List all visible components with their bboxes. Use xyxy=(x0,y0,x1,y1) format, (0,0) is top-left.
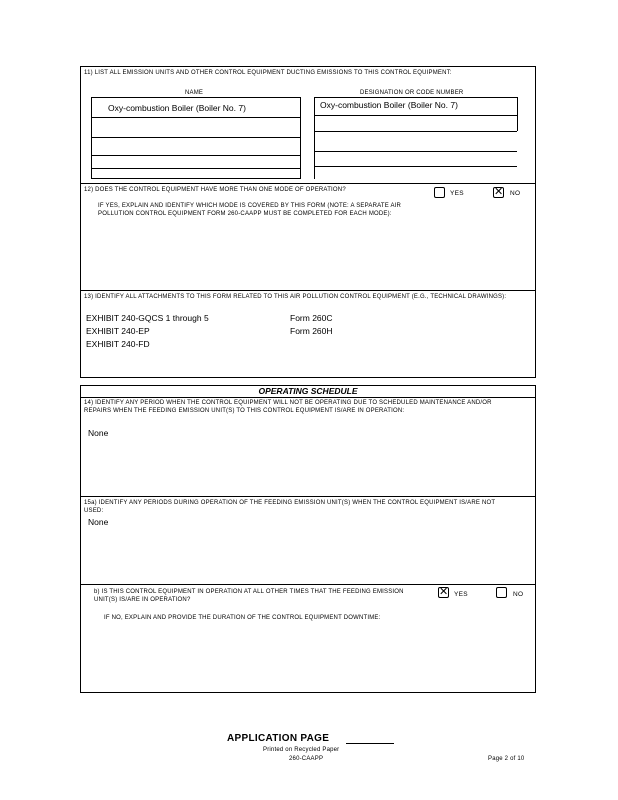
q12-no-label: NO xyxy=(510,190,521,197)
designation-grid-right xyxy=(517,97,518,131)
attachment-right-2: Form 260H xyxy=(290,326,333,336)
operating-schedule-title: OPERATING SCHEDULE xyxy=(258,386,358,396)
q15b-no-checkbox[interactable] xyxy=(496,587,507,598)
title-divider xyxy=(80,397,536,398)
name-row-divider xyxy=(91,117,301,118)
footer-form-number: 260-CAAPP xyxy=(289,756,324,762)
q12-yes-checkbox[interactable] xyxy=(434,187,445,198)
q15b-no-label: NO xyxy=(513,591,524,598)
divider-q12-q13 xyxy=(80,290,536,291)
q15b-yes-checkbox[interactable]: ✕ xyxy=(439,586,449,598)
divider-q15a-q15b xyxy=(80,584,536,585)
attachment-left-3: EXHIBIT 240-FD xyxy=(86,339,150,349)
designation-row-divider xyxy=(314,151,517,152)
attachment-left-1: EXHIBIT 240-GQCS 1 through 5 xyxy=(86,313,209,323)
q14-answer[interactable]: None xyxy=(88,428,109,438)
footer-printed: Printed on Recycled Paper xyxy=(263,747,340,753)
q15b-label: b) IS THIS CONTROL EQUIPMENT IN OPERATION AT ALL OTHER TIMES THAT THE FEEDING EMISSION UNIT(S) IS/ARE IN OPERATION? xyxy=(94,589,404,603)
q15a-label: 15a) IDENTIFY ANY PERIODS DURING OPERATION OF THE FEEDING EMISSION UNIT(S) WHEN THE CONTROL EQUIPMENT IS/ARE NOT USED: xyxy=(84,500,496,514)
q12-no-checkbox[interactable]: ✕ xyxy=(494,186,504,198)
footer-title: APPLICATION PAGE xyxy=(227,733,330,744)
q13-label: 13) IDENTIFY ALL ATTACHMENTS TO THIS FORM RELATED TO THIS AIR POLLUTION CONTROL EQUIPMENT (E.G., TECHNICAL DRAWINGS): xyxy=(84,294,507,300)
designation-row-divider xyxy=(314,131,517,132)
attachment-right-1: Form 260C xyxy=(290,313,333,323)
q15b-yes-label: YES xyxy=(454,591,468,598)
designation-row-divider xyxy=(314,166,517,167)
q14-label: 14) IDENTIFY ANY PERIOD WHEN THE CONTROL EQUIPMENT WILL NOT BE OPERATING DUE TO SCHEDULED MAINTENANCE AND/OR REPAIRS WHEN THE FEEDING EMISSION UNIT(S) TO THIS CONTROL EQUIPMENT IS/ARE IN OPERATION: xyxy=(84,400,492,414)
name-row-divider xyxy=(91,168,301,169)
designation-cell-1[interactable]: Oxy-combustion Boiler (Boiler No. 7) xyxy=(320,100,458,110)
name-row-divider xyxy=(91,137,301,138)
q11-label: 11) LIST ALL EMISSION UNITS AND OTHER CONTROL EQUIPMENT DUCTING EMISSIONS TO THIS CONTROL EQUIPMENT: xyxy=(84,70,452,76)
q15a-answer[interactable]: None xyxy=(88,517,109,527)
q12-instructions: IF YES, EXPLAIN AND IDENTIFY WHICH MODE IS COVERED BY THIS FORM (NOTE: A SEPARATE AIR POLLUTION CONTROL EQUIPMENT FORM 260-CAAPP MUST BE COMPLETED FOR EACH MODE): xyxy=(98,203,402,217)
footer-page: Page 2 of 10 xyxy=(488,756,525,762)
section-operating-schedule xyxy=(80,385,536,693)
q12-label: 12) DOES THE CONTROL EQUIPMENT HAVE MORE THAN ONE MODE OF OPERATION? xyxy=(84,187,346,193)
footer-title-underline xyxy=(346,743,394,744)
attachment-left-2: EXHIBIT 240-EP xyxy=(86,326,150,336)
name-cell-1[interactable]: Oxy-combustion Boiler (Boiler No. 7) xyxy=(108,103,246,113)
divider-q11-q12 xyxy=(80,183,536,184)
designation-row-divider xyxy=(314,115,517,116)
q12-yes-label: YES xyxy=(450,190,464,197)
designation-grid-top xyxy=(314,97,517,98)
q15b-instructions: IF NO, EXPLAIN AND PROVIDE THE DURATION OF THE CONTROL EQUIPMENT DOWNTIME: xyxy=(104,615,381,621)
name-row-divider xyxy=(91,155,301,156)
col-name-header: NAME xyxy=(185,90,204,96)
col-designation-header: DESIGNATION OR CODE NUMBER xyxy=(360,90,464,96)
divider-q14-q15a xyxy=(80,496,536,497)
